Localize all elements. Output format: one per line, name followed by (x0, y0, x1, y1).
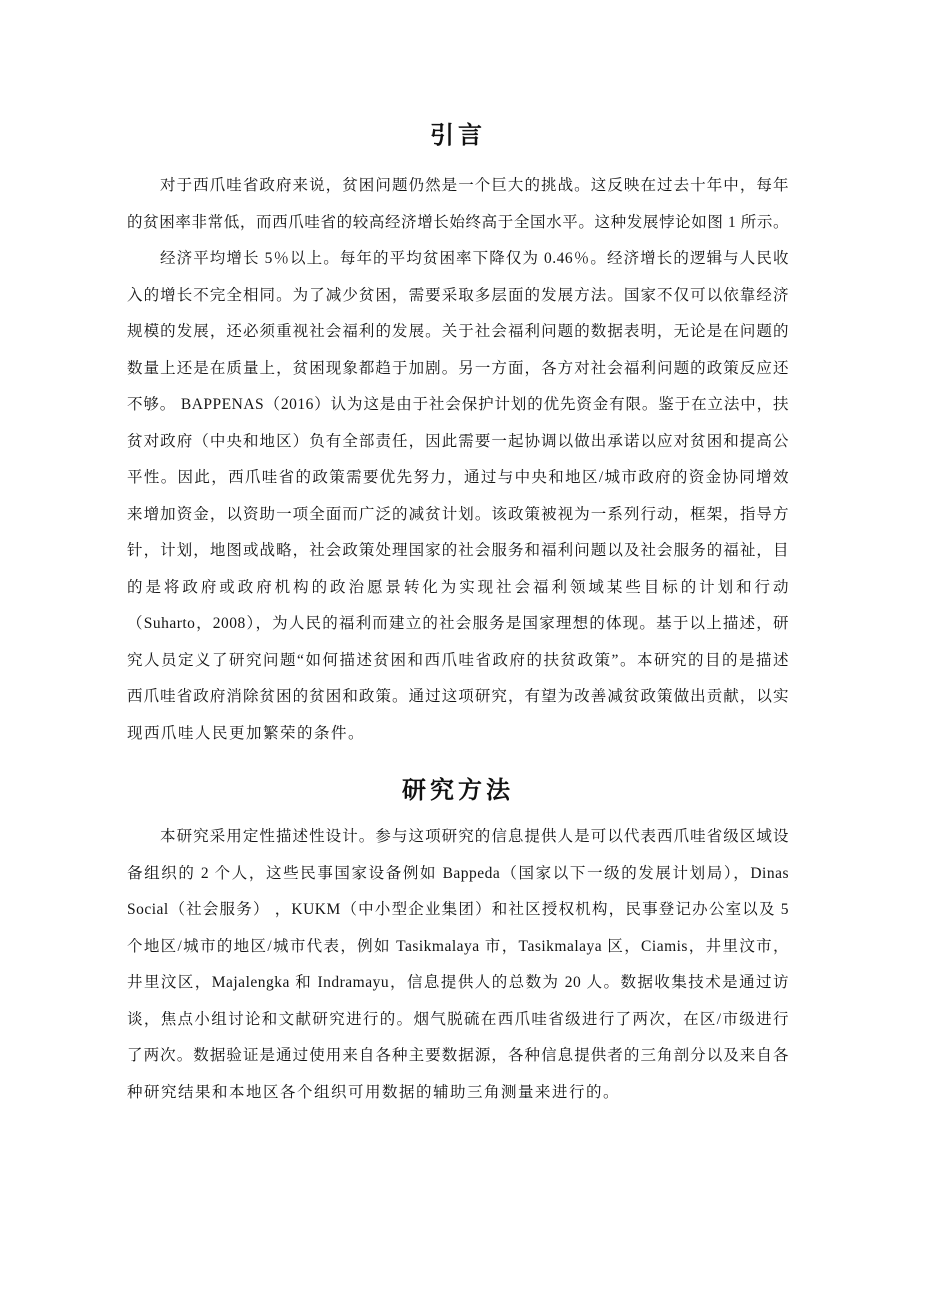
section-heading-methods: 研究方法 (402, 776, 514, 804)
text-line: 入的增长不完全相同。为了减少贫困，需要采取多层面的发展方法。国家不仅可以依靠经济 (127, 286, 789, 304)
text-line: 针，计划，地图或战略，社会政策处理国家的社会服务和福利问题以及社会服务的福祉，目 (127, 542, 789, 559)
text-line: 的是将政府或政府机构的政治愿景转化为实现社会福利领域某些目标的计划和行动 (127, 578, 789, 596)
text-line: 不够。 BAPPENAS（2016）认为这是由于社会保护计划的优先资金有限。鉴于在立法中，扶 (127, 396, 789, 413)
text-line: Social（社会服务） ，KUKM（中小型企业集团）和社区授权机构，民事登记办公室以及 5 (127, 901, 789, 918)
text-line: 对于西爪哇省政府来说，贫困问题仍然是一个巨大的挑战。这反映在过去十年中，每年 (160, 177, 789, 194)
paragraph-intro-2 (127, 241, 789, 752)
text-line: 究人员定义了研究问题“如何描述贫困和西爪哇省政府的扶贫政策”。本研究的目的是描述 (127, 651, 789, 669)
section-heading-introduction: 引言 (430, 121, 486, 149)
text-line: 经济平均增长 5％以上。每年的平均贫困率下降仅为 0.46％。经济增长的逻辑与人民收 (160, 250, 789, 267)
text-line: 现西爪哇人民更加繁荣的条件。 (127, 724, 366, 742)
text-line: 数量上还是在质量上，贫困现象都趋于加剧。另一方面，各方对社会福利问题的政策反应还 (127, 359, 789, 377)
text-line: 平性。因此，西爪哇省的政策需要优先努力，通过与中央和地区/城市政府的资金协同增效 (127, 469, 789, 486)
paragraph-intro-1 (127, 168, 789, 241)
text-line: 种研究结果和本地区各个组织可用数据的辅助三角测量来进行的。 (127, 1083, 621, 1101)
text-line: 了两次。数据验证是通过使用来自各种主要数据源，各种信息提供者的三角剖分以及来自各 (127, 1047, 789, 1064)
text-line: 来增加资金，以资助一项全面而广泛的减贫计划。该政策被视为一系列行动，框架，指导方 (127, 505, 789, 523)
text-line: 西爪哇省政府消除贫困的贫困和政策。通过这项研究，有望为改善减贫政策做出贡献，以实 (127, 688, 789, 705)
text-line: 谈，焦点小组讨论和文献研究进行的。烟气脱硫在西爪哇省级进行了两次，在区/市级进行 (127, 1010, 789, 1028)
text-line: 规模的发展，还必须重视社会福利的发展。关于社会福利问题的数据表明，无论是在问题的 (127, 323, 789, 340)
text-line: 的贫困率非常低，而西爪哇省的较高经济增长始终高于全国水平。这种发展悖论如图 1 所示。 (127, 213, 789, 231)
text-line: 备组织的 2 个人，这些民事国家设备例如 Bappeda（国家以下一级的发展计划局），Dinas (127, 864, 789, 882)
text-line: 本研究采用定性描述性设计。参与这项研究的信息提供人是可以代表西爪哇省级区域设 (160, 828, 789, 845)
text-line: 井里汶区，Majalengka 和 Indramayu，信息提供人的总数为 20 人。数据收集技术是通过访 (127, 974, 789, 991)
paragraph-methods-1 (127, 819, 789, 1111)
text-line: 个地区/城市的地区/城市代表，例如 Tasikmalaya 市，Tasikmalaya 区，Ciamis，井里汶市， (127, 937, 789, 955)
text-line: 贫对政府（中央和地区）负有全部责任，因此需要一起协调以做出承诺以应对贫困和提高公 (127, 432, 789, 450)
text-line: （Suharto，2008），为人民的福利而建立的社会服务是国家理想的体现。基于以上描述，研 (127, 615, 789, 632)
